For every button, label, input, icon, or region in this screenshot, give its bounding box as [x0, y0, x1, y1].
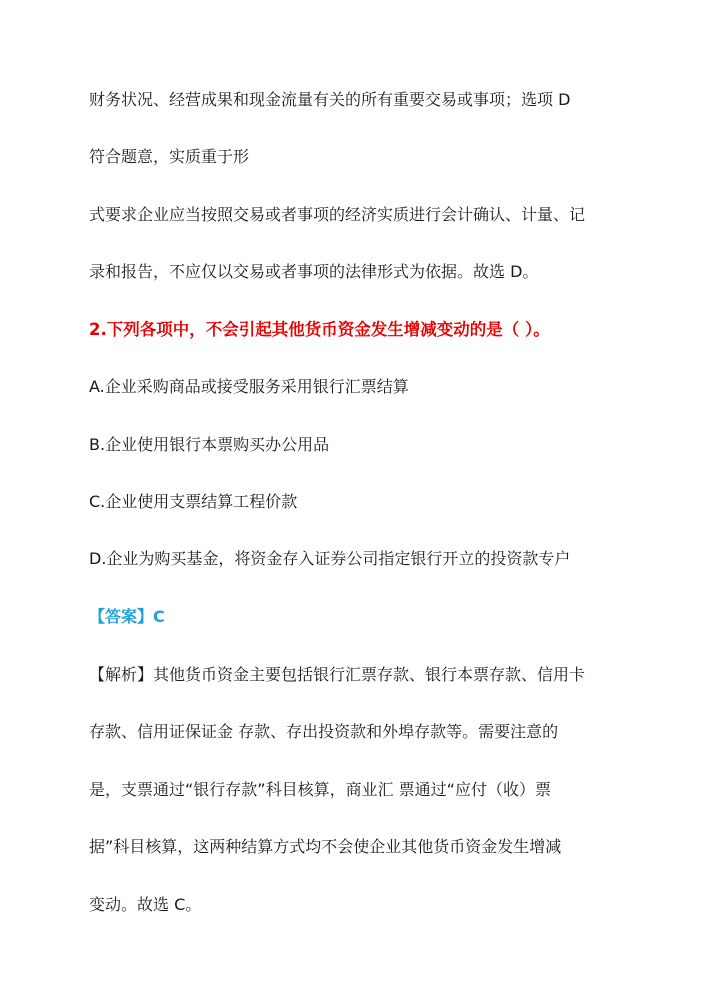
analysis-line-4: 据”科目核算，这两种结算方式均不会使企业其他货币资金发生增减: [89, 837, 562, 856]
option-a: A.企业采购商品或接受服务采用银行汇票结算: [89, 377, 409, 396]
question-stem: 2.下列各项中，不会引起其他货币资金发生增减变动的是（ ）。: [89, 320, 550, 339]
prev-explanation-line-1: 财务状况、经营成果和现金流量有关的所有重要交易或事项；选项 D: [89, 90, 571, 109]
analysis-line-1: 【解析】其他货币资金主要包括银行汇票存款、银行本票存款、信用卡: [89, 665, 586, 684]
analysis-line-2: 存款、信用证保证金 存款、存出投资款和外埠存款等。需要注意的: [89, 722, 559, 741]
option-c: C.企业使用支票结算工程价款: [89, 492, 298, 511]
option-d: D.企业为购买基金，将资金存入证券公司指定银行开立的投资款专户: [89, 549, 571, 568]
option-b: B.企业使用银行本票购买办公用品: [89, 435, 330, 454]
prev-explanation-line-2: 符合题意，实质重于形: [89, 147, 250, 166]
prev-explanation-line-4: 录和报告，不应仅以交易或者事项的法律形式为依据。故选 D。: [89, 262, 539, 281]
analysis-line-3: 是，支票通过“银行存款”科目核算，商业汇 票通过“应付（收）票: [89, 780, 551, 799]
analysis-line-5: 变动。故选 C。: [89, 895, 202, 914]
answer-label: 【答案】C: [89, 607, 165, 626]
prev-explanation-line-3: 式要求企业应当按照交易或者事项的经济实质进行会计确认、计量、记: [89, 205, 586, 224]
